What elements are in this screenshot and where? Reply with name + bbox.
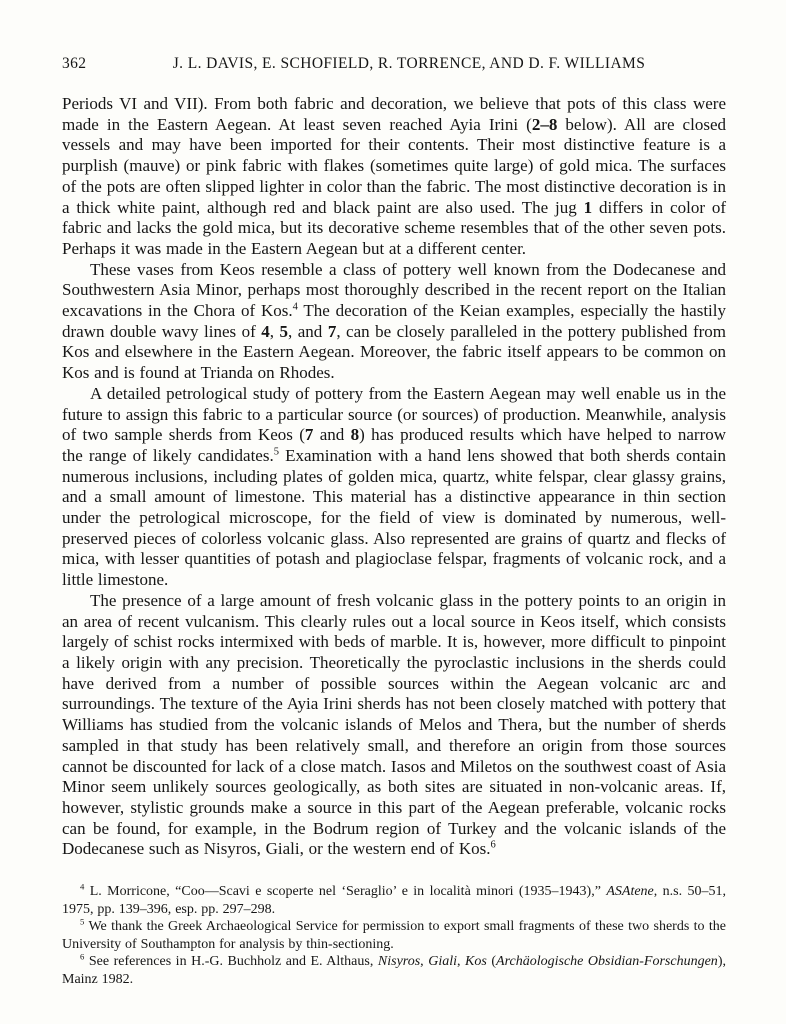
text-segment: ), Mainz 1982.	[62, 954, 726, 987]
text-segment: We thank the Greek Archaeological Service for permission to export small fragments of these two sherds to the University of Southampton for analysis by thin-sectioning.	[62, 919, 726, 952]
text-segment: below). All are closed vessels and may have been imported for their contents. Their most distinctive feature is a purplish (mauve) or pink fabric with flakes (sometimes quite large) of gold mica. The surfaces of the pots are often slipped lighter in color than the fabric. The most distinctive decoration is in a thick white paint, although red and black paint are also used. The jug	[62, 114, 726, 217]
footnote-marker: 6	[80, 951, 85, 962]
body-text	[62, 94, 726, 860]
text-segment: See references in H.-G. Buchholz and E. Althaus,	[84, 954, 378, 970]
footnote-marker: 4	[292, 301, 298, 313]
text-segment: Examination with a hand lens showed that both sherds contain numerous inclusions, including plates of golden mica, quartz, white felspar, clear glassy grains, and a small amount of limestone. This material has a distinctive appearance in thin section under the petrological microscope, for the field of view is dominated by numerous, well-preserved pieces of colorless volcanic glass. Also represented are grains of quartz and flecks of mica, with lesser quantities of potash and plagioclase felspar, fragments of volcanic rock, and a little limestone.	[62, 445, 726, 590]
text-segment: Nisyros	[377, 954, 421, 970]
paragraph-volcanic-glass-origin	[62, 591, 726, 860]
text-segment: The presence of a large amount of fresh volcanic glass in the pottery points to an origin in an area of recent vulcanism. This clearly rules out a local source in Keos itself, which consists largely of schist rocks intermixed with beds of marble. It is, however, more difficult to pinpoint a likely origin with any precision. Theoretically the pyroclastic inclusions in the sherds could have derived from a number of possible sources within the Aegean volcanic arc and surroundings. The texture of the Ayia Irini sherds has not been closely matched with pottery that Williams has studied from the volcanic islands of Melos and Thera, but the number of sherds sampled in that study has been relatively small, and therefore an origin from those sources cannot be discounted for lack of a close match. Iasos and Miletos on the southwest coast of Asia Minor seem unlikely sources geologically, as both sites are situated in non-volcanic areas. If, however, stylistic grounds make a source in this part of the Aegean preferable, volcanic rocks can be found, for example, in the Bodrum region of Turkey and the volcanic islands of the Dodecanese such as Nisyros, Giali, or the western end of Kos.	[62, 590, 726, 859]
paragraph-eastern-aegean-pots	[62, 94, 726, 260]
text-segment: ,	[269, 321, 280, 341]
text-segment: , n.s. 50–51, 1975, pp. 139–396, esp. pp. 297–298.	[62, 884, 727, 917]
running-head: J. L. DAVIS, E. SCHOFIELD, R. TORRENCE, AND D. F. WILLIAMS	[172, 55, 646, 72]
text-segment: 7	[304, 425, 314, 445]
text-segment: 7	[327, 321, 337, 341]
text-segment: ,	[420, 954, 429, 970]
paragraph-petrological-study	[62, 384, 726, 591]
text-segment: 5	[279, 321, 289, 341]
footnote-marker: 6	[490, 839, 496, 851]
text-segment: , and	[288, 321, 328, 341]
footnote-4	[62, 883, 726, 918]
footnote-marker: 5	[80, 916, 85, 927]
footnotes	[62, 883, 726, 989]
text-segment: (	[486, 954, 497, 970]
text-segment: Archäologische Obsidian-Forschungen	[496, 954, 718, 970]
text-segment: A detailed petrological study of pottery from the Eastern Aegean may well enable us in the future to assign this fabric to a particular source (or sources) of production. Meanwhile, analysis of two sample sherds from Keos (	[62, 383, 726, 445]
text-segment: 1	[583, 197, 593, 217]
text-segment: The decoration of the Keian examples, especially the hastily drawn double wavy lines of	[62, 301, 726, 341]
text-segment: Giali	[428, 954, 457, 970]
text-segment: 4	[261, 321, 270, 341]
text-segment: Periods VI and VII). From both fabric and decoration, we believe that pots of this class were made in the Eastern Aegean. At least seven reached Ayia Irini (	[62, 94, 726, 134]
paragraph-keos-vases	[62, 260, 726, 384]
text-segment: ,	[457, 954, 466, 970]
text-segment: L. Morricone, “Coo—Scavi e scoperte nel ‘Seraglio’ e in località minori (1935–1943),”	[84, 884, 607, 900]
footnote-5	[62, 918, 726, 953]
footnote-6	[62, 953, 726, 988]
text-segment: These vases from Keos resemble a class of pottery well known from the Dodecanese and Southwestern Asia Minor, perhaps most thoroughly described in the recent report on the Italian excavations in the Chora of Kos.	[62, 259, 726, 321]
text-segment: 2–8	[531, 114, 558, 134]
text-segment: and	[313, 425, 351, 445]
footnote-marker: 5	[273, 446, 279, 458]
text-segment: ASAtene	[606, 884, 654, 900]
text-segment: 8	[350, 425, 360, 445]
text-segment: differs in color of fabric and lacks the gold mica, but its decorative scheme resembles that of the other seven pots. Perhaps it was made in the Eastern Aegean but at a different center.	[62, 197, 727, 258]
text-segment: Kos	[465, 954, 487, 970]
footnote-marker: 4	[80, 881, 85, 892]
running-header	[62, 55, 726, 73]
page-number: 362	[62, 55, 87, 72]
text-segment: ) has produced results which have helped to narrow the range of likely candidates.	[62, 425, 727, 465]
text-block	[62, 55, 726, 989]
text-segment: , can be closely paralleled in the pottery published from Kos and elsewhere in the Eastern Aegean. Moreover, the fabric itself appears to be common on Kos and is found at Trianda on Rhodes.	[62, 321, 727, 383]
